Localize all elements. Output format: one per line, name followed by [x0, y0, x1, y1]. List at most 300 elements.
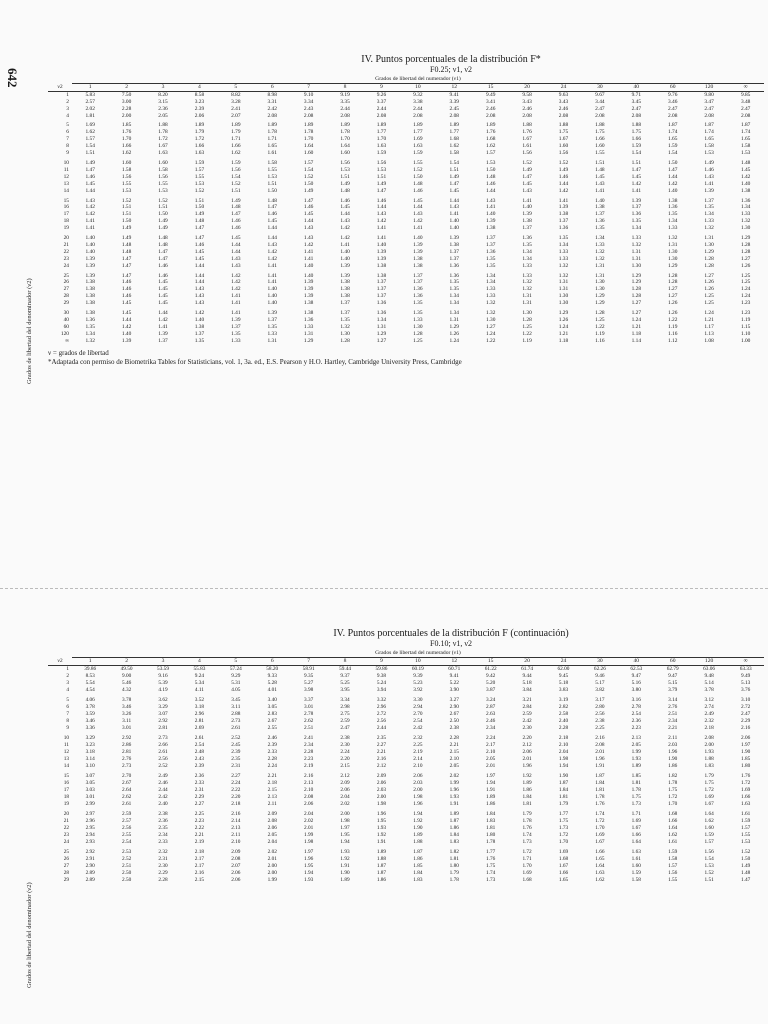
table-cell: 3.80: [631, 687, 641, 693]
table-cell: 1.68: [485, 136, 496, 143]
column-header: 10: [400, 83, 436, 91]
table-cell: 1.43: [413, 211, 423, 218]
corner-cell: [48, 76, 72, 83]
table-cell: 2.20: [231, 794, 241, 800]
table-cell: 1.32: [522, 286, 532, 293]
table-cell: 1.72: [158, 136, 168, 143]
table-cell: 1.76: [522, 825, 532, 831]
table-cell: 1.57: [194, 166, 205, 173]
table-cell: 3.00: [121, 98, 132, 105]
table-cell: 1.47: [741, 877, 751, 883]
table-row: [48, 331, 764, 338]
table-cell: 1.37: [158, 337, 168, 344]
table-row: [48, 763, 764, 770]
table-cell: 1.18: [558, 337, 569, 344]
table-cell: 1.83: [486, 818, 496, 824]
table-cell: 1.36: [667, 204, 678, 211]
table-row: [48, 666, 764, 674]
table-cell: 1.22: [667, 317, 678, 323]
table-cell: 1.89: [376, 122, 387, 129]
table-cell: 2.06: [231, 870, 241, 876]
table-cell: 1.36: [413, 293, 423, 300]
table-cell: 1.33: [704, 218, 714, 225]
table-cell: 1.27: [485, 323, 496, 330]
table-cell: 1.51: [449, 166, 459, 173]
table-cell: 1.42: [740, 173, 751, 180]
table-cell: 1.37: [413, 279, 423, 286]
column-header: 7: [290, 658, 326, 666]
row-header: 27: [63, 286, 69, 293]
row-header: 29: [63, 877, 69, 883]
table-cell: 1.35: [595, 225, 605, 232]
table-cell: 1.99: [449, 780, 459, 786]
table-cell: 1.42: [340, 225, 350, 232]
table-cell: 1.48: [121, 241, 132, 248]
row-header: 8: [66, 718, 69, 724]
table-cell: 2.11: [267, 801, 277, 807]
table-cell: 2.11: [231, 832, 241, 838]
table-cell: 1.53: [741, 839, 751, 845]
table-cell: 2.04: [340, 794, 350, 800]
table-cell: 1.89: [449, 122, 459, 129]
table-cell: 2.08: [267, 112, 277, 119]
table-cell: 1.31: [376, 323, 387, 330]
table-cell: 1.22: [485, 337, 496, 344]
table-cell: 1.46: [340, 197, 350, 204]
table-cell: 2.16: [741, 725, 751, 731]
table-cell: 1.57: [704, 839, 714, 845]
table-cell: 1.63: [741, 801, 751, 807]
table-cell: 1.98: [413, 794, 423, 800]
table-cell: 3.37: [304, 697, 314, 703]
table-cell: 1.59: [231, 159, 241, 166]
column-header: 3: [145, 83, 181, 91]
table-cell: 1.37: [231, 323, 241, 330]
table-cell: 1.63: [376, 143, 387, 150]
table-cell: 1.34: [558, 241, 569, 248]
table-cell: 2.10: [231, 839, 241, 845]
table-cell: 2.96: [85, 818, 95, 824]
table-cell: 1.67: [704, 801, 714, 807]
table-cell: 1.42: [558, 187, 569, 194]
table-cell: 1.57: [303, 159, 314, 166]
table-cell: 1.26: [558, 317, 569, 323]
row-header: 24: [63, 262, 69, 269]
table-cell: 2.06: [413, 773, 423, 779]
table-cell: 1.58: [449, 150, 459, 157]
table-cell: 1.64: [303, 143, 314, 150]
table-cell: 1.46: [558, 173, 569, 180]
table-row: [48, 794, 764, 801]
table-cell: 1.44: [558, 180, 569, 187]
table-cell: 1.96: [668, 749, 678, 755]
table-cell: 1.39: [704, 187, 714, 194]
table-cell: 1.32: [522, 279, 532, 286]
table-cell: 1.18: [631, 330, 642, 337]
table-cell: 3.29: [85, 735, 95, 741]
row-header: 26: [63, 279, 69, 286]
table-cell: 2.41: [304, 735, 314, 741]
table-cell: 1.45: [85, 180, 95, 187]
table-cell: 2.76: [121, 756, 132, 762]
table-cell: 2.52: [231, 735, 241, 741]
table-cell: 2.72: [741, 704, 751, 710]
table-cell: 1.29: [558, 310, 569, 317]
table-cell: 2.06: [194, 112, 205, 119]
table-cell: 1.72: [704, 787, 714, 793]
table-cell: 1.41: [85, 218, 95, 225]
table-cell: 1.33: [231, 337, 241, 344]
table-cell: 2.31: [158, 856, 168, 862]
table-cell: 2.28: [558, 725, 569, 731]
table-row: [48, 91, 764, 98]
table-cell: 1.31: [631, 248, 642, 255]
table-cell: 2.31: [231, 763, 241, 769]
denominator-axis-label-continued: Grados de libertad del denominador (ν2): [26, 882, 33, 988]
table-cell: 1.27: [667, 293, 678, 300]
table-cell: 1.19: [667, 323, 678, 330]
table-cell: 9.58: [522, 91, 532, 98]
table-cell: 1.43: [376, 211, 387, 218]
table-cell: 1.38: [740, 187, 751, 194]
table-cell: 1.43: [267, 241, 277, 248]
table-cell: 1.78: [340, 129, 350, 136]
table-cell: 2.75: [340, 711, 350, 717]
table-cell: 1.31: [704, 235, 714, 242]
row-header: 20: [63, 811, 69, 817]
table-cell: 5.17: [595, 680, 605, 686]
table-cell: 9.41: [449, 91, 459, 98]
table-cell: 1.78: [486, 839, 496, 845]
table-cell: 1.45: [631, 173, 642, 180]
table-cell: 2.43: [194, 756, 205, 762]
table-cell: 1.74: [522, 832, 532, 838]
table-cell: 1.38: [340, 286, 350, 293]
row-header: 13: [63, 756, 69, 762]
table-cell: 2.32: [704, 718, 714, 724]
table-cell: 9.33: [267, 673, 277, 679]
table-cell: 1.89: [267, 122, 277, 129]
table-cell: 1.43: [303, 235, 314, 242]
table-cell: 1.34: [740, 204, 751, 211]
table-cell: 1.93: [376, 825, 387, 831]
table-cell: 1.90: [741, 749, 751, 755]
table-cell: 1.37: [376, 279, 387, 286]
column-header: 9: [363, 83, 399, 91]
table-cell: 1.73: [558, 825, 569, 831]
table-cell: 1.70: [340, 136, 350, 143]
table-cell: 1.28: [631, 286, 642, 293]
row-header: 3: [66, 680, 69, 686]
table-cell: 1.37: [485, 241, 496, 248]
table-cell: 1.38: [376, 272, 387, 279]
column-header: 12: [436, 83, 472, 91]
table-cell: 1.69: [413, 136, 423, 143]
table-cell: 1.49: [231, 197, 241, 204]
table-cell: 1.37: [340, 310, 350, 317]
table-cell: 1.62: [595, 877, 605, 883]
table-cell: 1.31: [595, 262, 605, 269]
table-cell: 1.39: [85, 255, 95, 262]
table-row: [48, 756, 764, 763]
table-cell: 2.00: [267, 870, 277, 876]
table-cell: 1.81: [85, 112, 95, 119]
table-cell: 1.93: [449, 794, 459, 800]
row-header: 7: [66, 136, 69, 143]
table-cell: 1.64: [631, 839, 641, 845]
table-cell: 1.35: [558, 235, 569, 242]
table-cell: 2.21: [267, 773, 277, 779]
table-cell: 1.37: [194, 330, 205, 337]
row-header: 10: [63, 159, 69, 166]
table-cell: 1.46: [121, 279, 132, 286]
table-cell: 1.40: [449, 225, 459, 232]
table-cell: 2.81: [194, 718, 205, 724]
column-header: 40: [618, 83, 654, 91]
table-cell: 1.58: [740, 143, 751, 150]
table-cell: 1.40: [413, 235, 423, 242]
table-cell: 1.70: [121, 136, 132, 143]
table-cell: 1.74: [704, 129, 714, 136]
table-cell: 1.37: [267, 317, 277, 323]
table-cell: 1.35: [449, 279, 459, 286]
table-cell: 1.70: [558, 839, 569, 845]
table-cell: 1.35: [413, 300, 423, 307]
table-cell: 1.52: [231, 180, 241, 187]
table-cell: 1.83: [449, 839, 459, 845]
table-cell: 1.66: [631, 832, 641, 838]
row-header: 28: [63, 293, 69, 300]
table-cell: 2.46: [486, 718, 496, 724]
table-cell: 5.18: [558, 680, 569, 686]
table-cell: 2.49: [704, 711, 714, 717]
table-cell: 1.89: [194, 122, 205, 129]
table-cell: 1.41: [303, 248, 314, 255]
table-cell: 2.22: [194, 825, 205, 831]
table-cell: 1.37: [595, 211, 605, 218]
column-header: 20: [509, 658, 545, 666]
table-cell: 2.87: [486, 704, 496, 710]
table-cell: 1.50: [413, 173, 423, 180]
table-cell: 2.08: [231, 856, 241, 862]
table-cell: 2.92: [121, 735, 132, 741]
column-header: 15: [472, 658, 508, 666]
table-cell: 1.34: [522, 248, 532, 255]
table-cell: 1.73: [486, 877, 496, 883]
table-cell: 1.57: [85, 136, 95, 143]
table-cell: 2.08: [704, 112, 714, 119]
table-cell: 7.50: [121, 91, 132, 98]
table-cell: 2.49: [158, 773, 168, 779]
table-cell: 2.00: [340, 811, 350, 817]
table-cell: 2.44: [413, 105, 423, 112]
table-cell: 1.99: [631, 749, 641, 755]
table-cell: 1.42: [303, 241, 314, 248]
table-cell: 3.16: [631, 697, 641, 703]
table-cell: 1.56: [340, 159, 350, 166]
table-row: [48, 225, 764, 232]
table-cell: 2.23: [631, 725, 641, 731]
table-cell: 1.41: [522, 197, 532, 204]
table-cell: 1.72: [194, 136, 205, 143]
table-cell: 1.39: [376, 248, 387, 255]
table-cell: 1.51: [595, 159, 605, 166]
table-cell: 1.76: [741, 773, 751, 779]
table-cell: 1.39: [85, 272, 95, 279]
table-row: [48, 181, 764, 188]
table-cell: 1.41: [303, 255, 314, 262]
table-cell: 2.06: [522, 749, 532, 755]
table-cell: 2.23: [194, 818, 205, 824]
table-cell: 1.39: [558, 204, 569, 211]
table-row: [48, 286, 764, 293]
table-cell: 1.35: [485, 262, 496, 269]
table-cell: 2.25: [413, 742, 423, 748]
table-cell: 1.39: [303, 279, 314, 286]
table-cell: 1.92: [413, 818, 423, 824]
table-cell: 2.01: [522, 756, 532, 762]
table-cell: 1.95: [304, 863, 314, 869]
table-cell: 1.75: [558, 129, 569, 136]
row-header: 16: [63, 204, 69, 211]
table-cell: 1.41: [267, 279, 277, 286]
table-cell: 1.28: [740, 241, 751, 248]
table-cell: 2.54: [413, 718, 423, 724]
table-cell: 1.46: [376, 197, 387, 204]
table-cell: 1.45: [158, 279, 168, 286]
table-cell: 1.78: [522, 818, 532, 824]
table-cell: 2.10: [558, 742, 569, 748]
table-row: [48, 106, 764, 113]
table-cell: 1.89: [485, 122, 496, 129]
table-cell: 2.18: [194, 849, 205, 855]
table-cell: 3.84: [522, 687, 532, 693]
table-cell: 1.33: [267, 330, 277, 337]
table-cell: 1.89: [376, 849, 387, 855]
table-cell: 1.74: [595, 811, 605, 817]
table-cell: 1.69: [595, 832, 605, 838]
corner-cell: [48, 650, 72, 658]
table-body: [48, 91, 764, 344]
table-cell: 9.37: [340, 673, 350, 679]
column-header: 4: [181, 658, 217, 666]
table-cell: 2.40: [158, 801, 168, 807]
table-cell: 1.66: [631, 136, 642, 143]
table-cell: 1.29: [740, 235, 751, 242]
table-cell: 3.01: [121, 725, 132, 731]
table-cell: 2.95: [85, 825, 95, 831]
table-cell: 59.44: [339, 666, 351, 672]
table-cell: 1.37: [704, 197, 714, 204]
table-cell: 1.77: [376, 129, 387, 136]
table-cell: 1.34: [667, 218, 678, 225]
table-cell: 2.15: [449, 749, 459, 755]
table-cell: 1.51: [376, 173, 387, 180]
column-header: 4: [181, 83, 217, 91]
table-cell: 1.42: [85, 211, 95, 218]
table-cell: 2.57: [121, 818, 132, 824]
table-cell: 39.86: [84, 666, 97, 672]
table-cell: 2.72: [376, 711, 387, 717]
table-cell: 1.45: [121, 300, 132, 307]
table-cell: 1.72: [741, 780, 751, 786]
table-cell: 1.84: [558, 787, 569, 793]
table-cell: 2.86: [121, 742, 132, 748]
table-cell: 1.31: [522, 293, 532, 300]
table-cell: 1.47: [267, 204, 277, 211]
row-header: 19: [63, 225, 69, 232]
table-cell: 1.83: [704, 763, 714, 769]
row-header: 6: [66, 129, 69, 136]
table-cell: 3.35: [340, 98, 350, 105]
table-cell: 1.21: [631, 323, 642, 330]
table-cell: 1.31: [303, 330, 314, 337]
table-cell: 1.34: [485, 279, 496, 286]
table-cell: 1.46: [704, 166, 714, 173]
table-cell: 2.93: [85, 839, 95, 845]
table-cell: 2.35: [231, 756, 241, 762]
table-cell: 1.45: [158, 300, 168, 307]
table-cell: 1.47: [158, 248, 168, 255]
table-cell: 1.61: [267, 150, 277, 157]
table-cell: 2.21: [668, 725, 678, 731]
table-cell: 5.27: [304, 680, 314, 686]
table-cell: 1.30: [667, 255, 678, 262]
table-cell: 1.63: [158, 150, 168, 157]
column-header: 8: [327, 658, 363, 666]
table-cell: 1.47: [121, 262, 132, 269]
table-cell: 1.53: [740, 150, 751, 157]
table-cell: 2.14: [413, 756, 423, 762]
table-cell: 2.70: [121, 773, 132, 779]
table-cell: 1.12: [667, 337, 678, 344]
table-cell: 1.24: [449, 337, 459, 344]
table-cell: 8.98: [267, 91, 277, 98]
table-cell: 1.48: [413, 180, 423, 187]
table-cell: 1.59: [631, 870, 641, 876]
table-cell: 2.73: [121, 763, 132, 769]
table-cell: 1.25: [704, 293, 714, 300]
table-cell: 2.13: [304, 780, 314, 786]
table-cell: 1.90: [413, 825, 423, 831]
table-cell: 1.87: [376, 870, 387, 876]
row-header: 19: [63, 801, 69, 807]
table-cell: 1.36: [376, 310, 387, 317]
table-cell: 1.44: [303, 218, 314, 225]
table-cell: 1.54: [667, 150, 678, 157]
table-cell: 2.43: [303, 105, 314, 112]
table-cell: 1.46: [121, 286, 132, 293]
table-cell: 1.26: [740, 262, 751, 269]
table-cell: 9.29: [231, 673, 241, 679]
row-header: 20: [63, 235, 69, 242]
table-cell: 1.92: [522, 773, 532, 779]
table-cell: 1.40: [522, 204, 532, 211]
table-cell: 1.47: [231, 211, 241, 218]
table-cell: 1.56: [668, 870, 678, 876]
table-cell: 1.49: [340, 180, 350, 187]
table-cell: 2.02: [340, 801, 350, 807]
table-cell: 2.28: [121, 105, 132, 112]
table-cell: 1.94: [486, 780, 496, 786]
table-row: [48, 863, 764, 870]
row-header: 5: [66, 122, 69, 129]
table-cell: 2.08: [485, 112, 496, 119]
table-cell: 1.63: [631, 849, 641, 855]
table-cell: 5.31: [231, 680, 241, 686]
table-cell: 1.80: [741, 763, 751, 769]
table-cell: 1.89: [631, 763, 641, 769]
